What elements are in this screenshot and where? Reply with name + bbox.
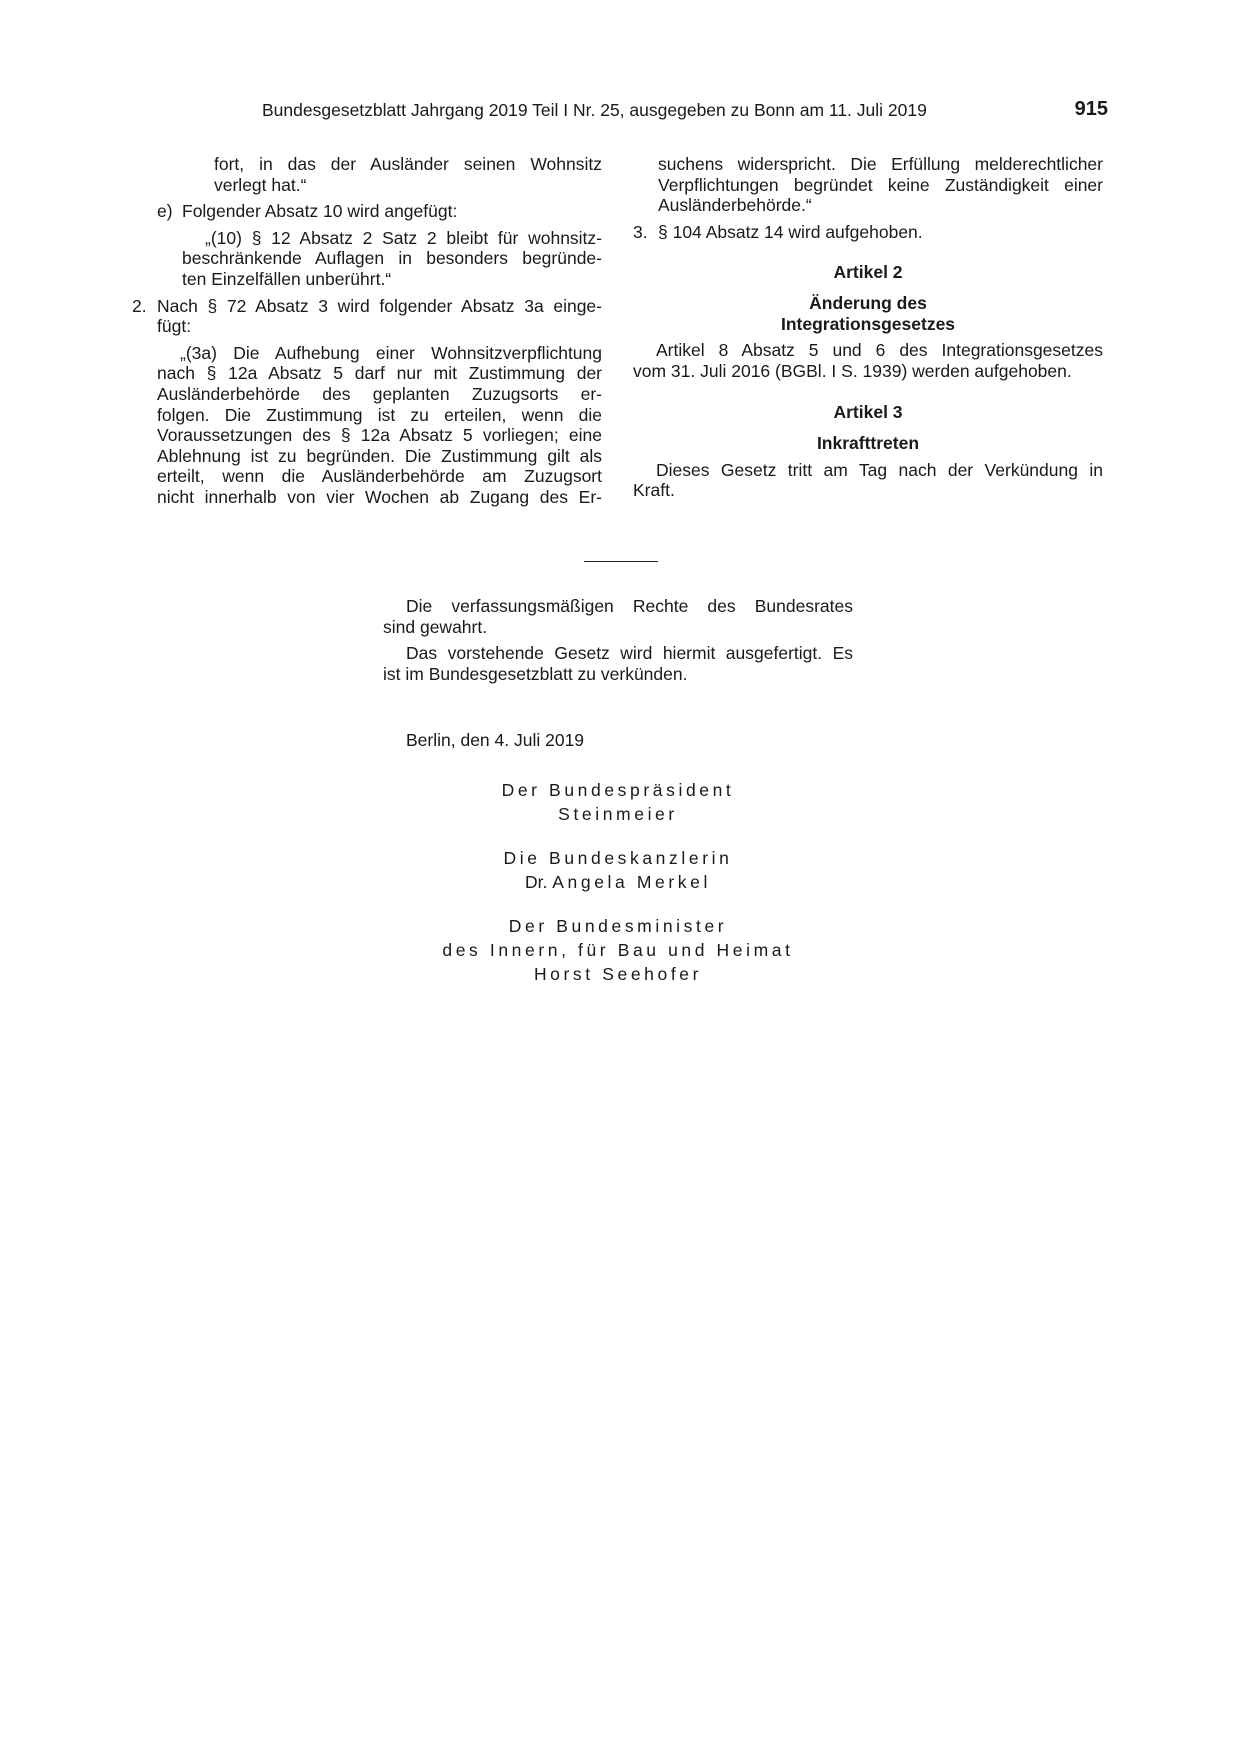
rights-statement [383, 596, 853, 637]
signatory-office: Der Bundespräsident [501, 780, 735, 800]
text-line: ten Einzelfällen unberührt.“ [182, 268, 392, 289]
article-2-heading: Artikel 2 [833, 262, 903, 283]
article-3-heading: Artikel 3 [833, 402, 903, 423]
text-line: Ausländerbehörde des geplanten Zuzugsorts er- [157, 383, 602, 404]
text-line: „(3a) Die Aufhebung einer Wohnsitzverpflichtung [180, 342, 602, 363]
running-header: Bundesgesetzblatt Jahrgang 2019 Teil I Nr. 25, ausgegeben zu Bonn am 11. Juli 2019 [262, 100, 927, 120]
text-line: Dieses Gesetz tritt am Tag nach der Verkündung in [656, 459, 1103, 480]
quoted-paragraph-3a [132, 343, 602, 508]
list-label: 3. [633, 221, 648, 242]
text-line: Artikel 8 Absatz 5 und 6 des Integrationsgesetzes [656, 340, 1103, 361]
list-item-2 [132, 296, 602, 337]
signatory-office: Der Bundesminister [508, 916, 728, 936]
signatory-office: Die Bundeskanzlerin [503, 848, 733, 868]
text-line: sind gewahrt. [383, 616, 488, 637]
signatory-office-line-2: des Innern, für Bau und Heimat [442, 940, 794, 960]
name-prefix: Dr. [525, 872, 548, 892]
text-line: Nach § 72 Absatz 3 wird folgender Absatz 3a einge- [157, 295, 602, 316]
article-2-title [633, 293, 1103, 334]
text-line: verlegt hat.“ [214, 174, 307, 195]
text-line: Änderung des [809, 292, 927, 313]
text-line: nicht innerhalb von vier Wochen ab Zugang des Er- [157, 486, 602, 507]
text-line: fügt: [157, 316, 192, 337]
article-3-title: Inkrafttreten [816, 432, 920, 453]
article-2-body [633, 340, 1103, 381]
page-number: 915 [1074, 98, 1108, 120]
continuation-text [633, 154, 1103, 216]
signature-bundeskanzlerin [383, 846, 853, 894]
closing-formula [383, 596, 853, 751]
list-label: 2. [132, 295, 147, 316]
signature-bundesminister [383, 914, 853, 986]
list-label: e) [157, 201, 173, 222]
text-line: nach § 12a Absatz 5 darf nur mit Zustimmung der [157, 363, 602, 384]
signatory-name: Steinmeier [558, 804, 678, 824]
left-column [132, 154, 602, 508]
text-line: Das vorstehende Gesetz wird hiermit ausgefertigt. Es [406, 643, 853, 664]
text-line: Folgender Absatz 10 wird angefügt: [182, 201, 458, 222]
signature-block [383, 778, 853, 986]
text-line: vom 31. Juli 2016 (BGBl. I S. 1939) werden aufgehoben. [633, 360, 1072, 381]
place-date: Berlin, den 4. Juli 2019 [406, 730, 585, 751]
quoted-paragraph-10 [132, 228, 602, 290]
text-line: Ausländerbehörde.“ [658, 195, 812, 216]
right-column [633, 154, 1103, 501]
text-line: ist im Bundesgesetzblatt zu verkünden. [383, 663, 688, 684]
text-line: Voraussetzungen des § 12a Absatz 5 vorliegen; eine [157, 425, 602, 446]
text-line: Verpflichtungen begründet keine Zuständigkeit einer [658, 174, 1103, 195]
text-line: beschränkende Auflagen in besonders begründe- [182, 248, 602, 269]
signatory-name: Horst Seehofer [533, 964, 703, 984]
list-item-e [132, 201, 602, 222]
text-line: Integrationsgesetzes [780, 313, 956, 334]
list-item-3 [633, 222, 1103, 243]
text-line: Ablehnung ist zu begründen. Die Zustimmung gilt als [157, 445, 602, 466]
separator-rule [584, 561, 658, 562]
signatory-name-line [383, 870, 853, 894]
text-line: Kraft. [633, 480, 675, 501]
continuation-text [132, 154, 602, 195]
text-line: suchens widerspricht. Die Erfüllung melderechtlicher [658, 154, 1103, 174]
text-line: Die verfassungsmäßigen Rechte des Bundesrates [406, 596, 853, 616]
text-line: erteilt, wenn die Ausländerbehörde am Zuzugsort [157, 466, 602, 487]
signature-bundespraesident [383, 778, 853, 826]
promulgation-statement [383, 643, 853, 684]
text-line: folgen. Die Zustimmung ist zu erteilen, wenn die [157, 404, 602, 425]
article-3-body [633, 460, 1103, 501]
text-line: fort, in das der Ausländer seinen Wohnsitz [214, 154, 602, 174]
text-line: „(10) § 12 Absatz 2 Satz 2 bleibt für wohnsitz- [205, 227, 602, 248]
text-line: § 104 Absatz 14 wird aufgehoben. [658, 221, 923, 242]
signatory-name: Angela Merkel [552, 872, 711, 892]
